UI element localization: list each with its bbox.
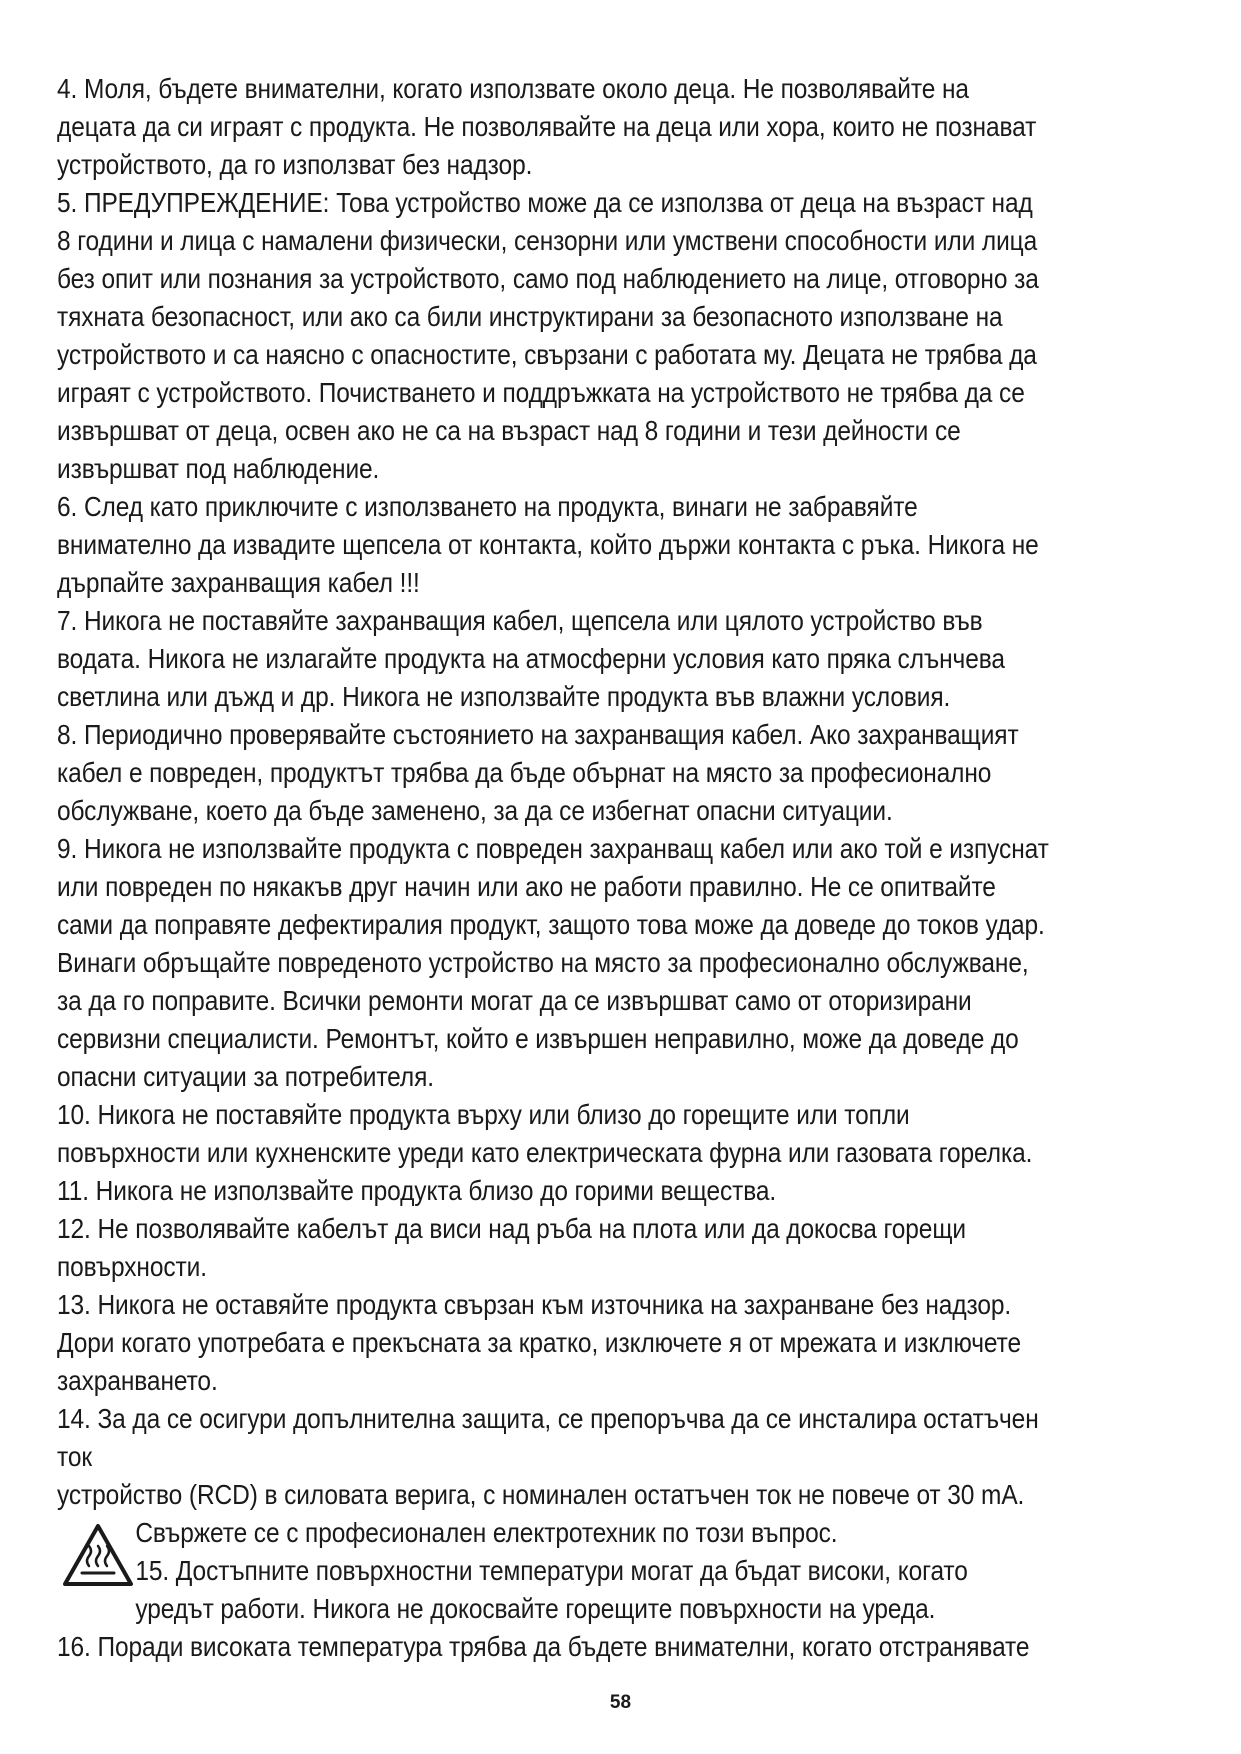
text-line: 14. За да се осигури допълнителна защита, се препоръчва да се инсталира остатъчен [57, 1403, 1039, 1434]
text-line: 16. Поради високата температура трябва да бъдете внимателни, когато отстранявате [57, 1631, 1030, 1662]
text-line: 6. След като приключите с използването на продукта, винаги не забравяйте [57, 491, 918, 522]
text-line: 11. Никога не използвайте продукта близо до горими вещества. [57, 1175, 777, 1206]
text-line: 9. Никога не използвайте продукта с повреден захранващ кабел или ако той е изпуснат [57, 833, 1049, 864]
text-line: 12. Не позволявайте кабелът да виси над ръба на плота или да докосва горещи [57, 1213, 966, 1244]
text-line: Свържете се с професионален електротехник по този въпрос. [135, 1517, 838, 1548]
text-line: 15. Достъпните повърхностни температури могат да бъдат високи, когато [135, 1555, 968, 1586]
text-line: Дори когато употребата е прекъсната за кратко, изключете я от мрежата и изключете [57, 1327, 1021, 1358]
text-line: уредът работи. Никога не докосвайте горещите повърхности на уреда. [135, 1593, 936, 1624]
text-line: 13. Никога не оставяйте продукта свързан към източника на захранване без надзор. [57, 1289, 1012, 1320]
text-line: 10. Никога не поставяйте продукта върху или близо до горещите или топли [57, 1099, 910, 1130]
text-line: 8. Периодично проверявайте състоянието на захранващия кабел. Ако захранващият [57, 719, 1019, 750]
text-line: устройството и са наясно с опасностите, свързани с работата му. Децата не трябва да [57, 339, 1037, 370]
text-line: сами да поправяте дефектиралия продукт, защото това може да доведе до токов удар. [57, 909, 1045, 940]
text-line: играят с устройството. Почистването и поддръжката на устройството не трябва да се [57, 377, 1025, 408]
text-line: ток [57, 1441, 92, 1472]
text-line: Винаги обръщайте повреденото устройство на място за професионално обслужване, [57, 947, 1029, 978]
text-line: тяхната безопасност, или ако са били инструктирани за безопасното използване на [57, 301, 1003, 332]
text-line: 7. Никога не поставяйте захранващия кабел, щепсела или цялото устройство във [57, 605, 983, 636]
text-line: опасни ситуации за потребителя. [57, 1061, 434, 1092]
text-line: светлина или дъжд и др. Никога не използвайте продукта във влажни условия. [57, 681, 951, 712]
text-line: устройство (RCD) в силовата верига, с номинален остатъчен ток не повече от 30 mA. [57, 1479, 1025, 1510]
text-line: захранването. [57, 1365, 218, 1396]
text-line: 4. Моля, бъдете внимателни, когато използвате около деца. Не позволявайте на [57, 73, 969, 104]
text-line: кабел е повреден, продуктът трябва да бъде обърнат на място за професионално [57, 757, 992, 788]
text-line: извършват под наблюдение. [57, 453, 380, 484]
text-line: повърхности. [57, 1251, 207, 1282]
text-line: дърпайте захранващия кабел !!! [57, 567, 420, 598]
text-line: обслужване, което да бъде заменено, за да се избегнат опасни ситуации. [57, 795, 893, 826]
text-line: сервизни специалисти. Ремонтът, който е извършен неправилно, може да доведе до [57, 1023, 1019, 1054]
text-line: 5. ПРЕДУПРЕЖДЕНИЕ: Това устройство може да се използва от деца на възраст над [57, 187, 1033, 218]
text-line: внимателно да извадите щепсела от контакта, който държи контакта с ръка. Никога не [57, 529, 1039, 560]
text-line: децата да си играят с продукта. Не позволявайте на деца или хора, които не познават [57, 111, 1037, 142]
text-line: или повреден по някакъв друг начин или ако не работи правилно. Не се опитвайте [57, 871, 996, 902]
hot-surface-warning-icon [62, 1523, 134, 1587]
text-line: за да го поправите. Всички ремонти могат да се извършват само от оторизирани [57, 985, 972, 1016]
text-line: 8 години и лица с намалени физически, сензорни или умствени способности или лица [57, 225, 1038, 256]
text-line: устройството, да го използват без надзор. [57, 149, 533, 180]
text-line: извършват от деца, освен ако не са на възраст над 8 години и тези дейности се [57, 415, 961, 446]
text-line: повърхности или кухненските уреди като електрическата фурна или газовата горелка. [57, 1137, 1033, 1168]
document-body [57, 70, 1197, 1666]
text-line: водата. Никога не излагайте продукта на атмосферни условия като пряка слънчева [57, 643, 1005, 674]
text-line: без опит или познания за устройството, само под наблюдението на лице, отговорно за [57, 263, 1039, 294]
page-number: 58 [609, 1692, 632, 1713]
